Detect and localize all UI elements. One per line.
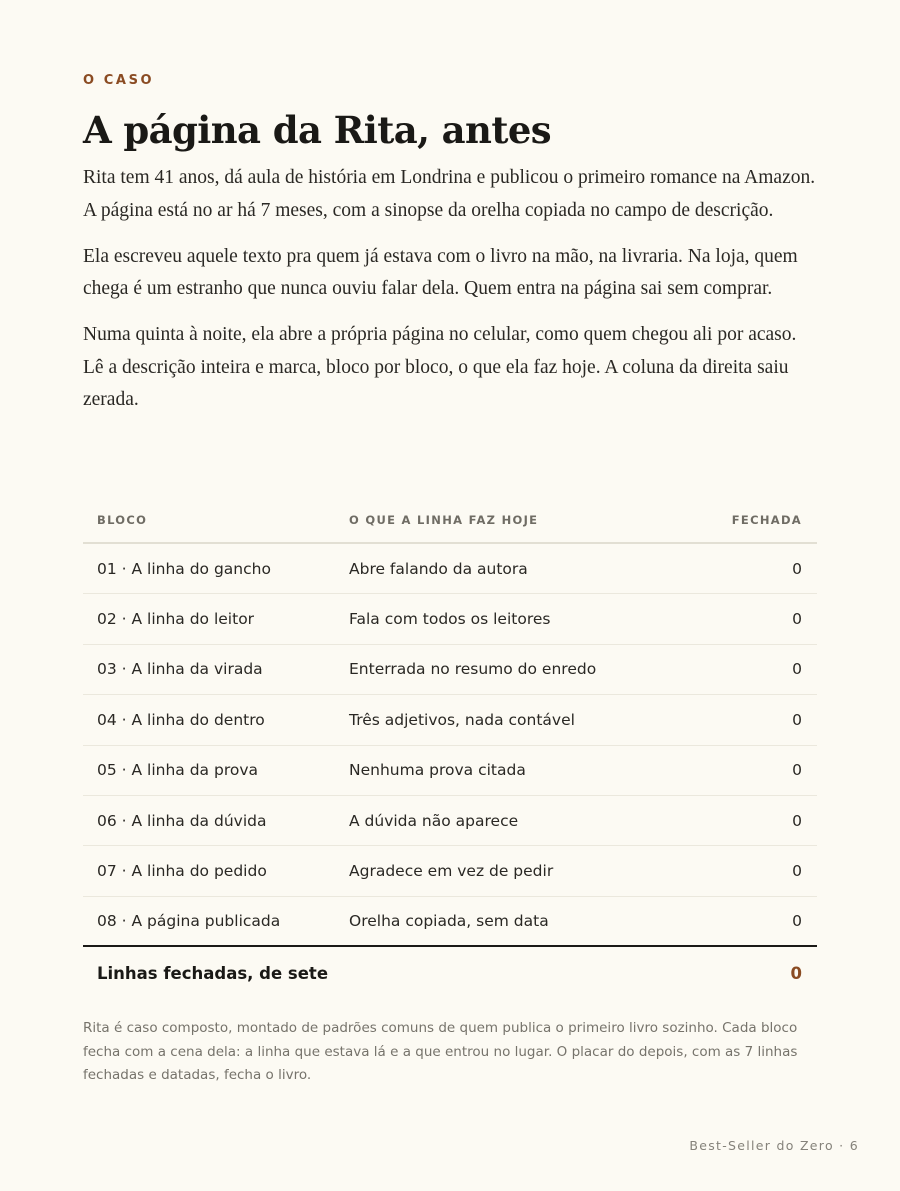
- section-eyebrow: O CASO: [83, 73, 155, 88]
- column-header-linha: O QUE A LINHA FAZ HOJE: [349, 513, 539, 527]
- page-title: A página da Rita, antes: [83, 108, 552, 152]
- cell-linha: Agradece em vez de pedir: [349, 862, 554, 881]
- table-row: [83, 897, 817, 947]
- cell-fechada: 0: [792, 911, 802, 930]
- table-row: [83, 645, 817, 695]
- column-header-fechada: FECHADA: [731, 513, 802, 527]
- table-row: [83, 544, 817, 594]
- table-row: [83, 846, 817, 896]
- cell-linha: Abre falando da autora: [349, 559, 528, 578]
- cell-bloco: 03 · A linha da virada: [97, 660, 263, 679]
- total-value: 0: [790, 963, 802, 983]
- paragraph: Ela escreveu aquele texto pra quem já estava com o livro na mão, na livraria. Na loja, quem chega é um estranho que nunca ouviu falar dela. Quem entra na página sai sem comprar.: [83, 245, 798, 299]
- cell-bloco: 04 · A linha do dentro: [97, 710, 265, 729]
- cell-bloco: 06 · A linha da dúvida: [97, 811, 267, 830]
- cell-linha: Orelha copiada, sem data: [349, 911, 549, 930]
- table-total-row: [83, 947, 817, 999]
- cell-fechada: 0: [792, 862, 802, 881]
- cell-linha: A dúvida não aparece: [349, 811, 519, 830]
- table-row: [83, 796, 817, 846]
- cell-bloco: 08 · A página publicada: [97, 911, 281, 930]
- footnote: Rita é caso composto, montado de padrões comuns de quem publica o primeiro livro sozinho. Cada bloco fecha com a cena dela: a linha que estava lá e a que entrou no lugar. O placar do depois, com as 7 linhas fechadas e datadas, fecha o livro.: [83, 1020, 798, 1083]
- table-header: [83, 498, 817, 544]
- cell-bloco: 07 · A linha do pedido: [97, 862, 267, 881]
- column-header-bloco: BLOCO: [97, 513, 148, 527]
- paragraph: Numa quinta à noite, ela abre a própria página no celular, como quem chegou ali por acaso. Lê a descrição inteira e marca, bloco por bloco, o que ela faz hoje. A coluna da direita saiu zerada.: [83, 324, 797, 410]
- paragraph: Rita tem 41 anos, dá aula de história em Londrina e publicou o primeiro romance na Amazon. A página está no ar há 7 meses, com a sinopse da orelha copiada no campo de descrição.: [83, 167, 816, 221]
- table-row: [83, 594, 817, 644]
- intro-text: [83, 162, 817, 430]
- cell-fechada: 0: [792, 559, 802, 578]
- blocks-table: [83, 498, 817, 999]
- cell-linha: Nenhuma prova citada: [349, 761, 526, 780]
- cell-bloco: 02 · A linha do leitor: [97, 610, 255, 629]
- cell-fechada: 0: [792, 811, 802, 830]
- total-label: Linhas fechadas, de sete: [97, 963, 329, 983]
- cell-fechada: 0: [792, 761, 802, 780]
- cell-linha: Enterrada no resumo do enredo: [349, 660, 597, 679]
- table-row: [83, 695, 817, 745]
- page-footer: Best-Seller do Zero · 6: [689, 1138, 859, 1153]
- cell-fechada: 0: [792, 610, 802, 629]
- cell-bloco: 05 · A linha da prova: [97, 761, 259, 780]
- cell-linha: Fala com todos os leitores: [349, 610, 551, 629]
- cell-bloco: 01 · A linha do gancho: [97, 559, 271, 578]
- cell-fechada: 0: [792, 710, 802, 729]
- cell-fechada: 0: [792, 660, 802, 679]
- cell-linha: Três adjetivos, nada contável: [349, 710, 575, 729]
- table-row: [83, 746, 817, 796]
